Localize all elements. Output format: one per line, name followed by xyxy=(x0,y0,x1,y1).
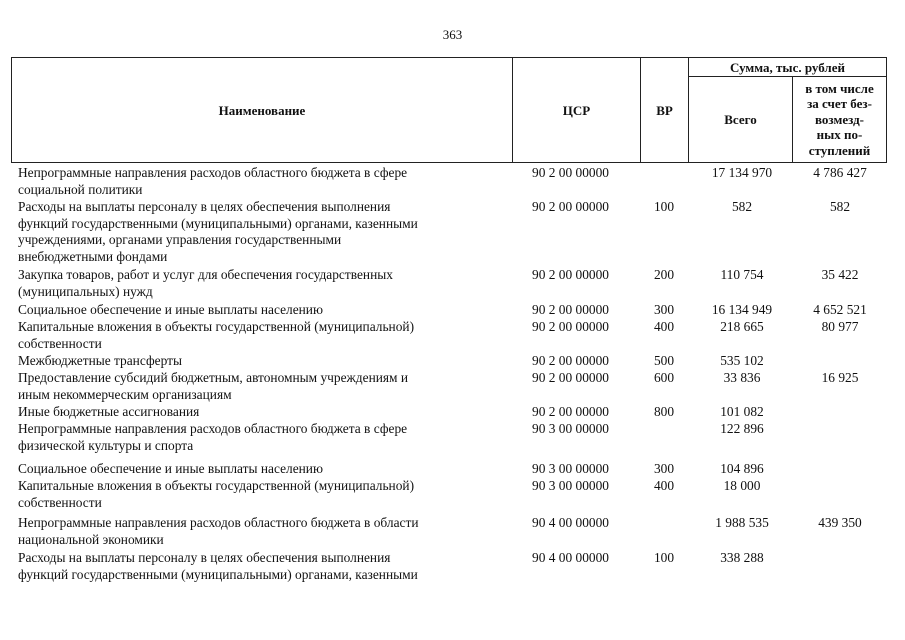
row-name-line: Капитальные вложения в объекты государственной (муниципальной) xyxy=(18,319,415,334)
row-total: 122 896 xyxy=(720,421,764,436)
page-number: 363 xyxy=(442,27,463,42)
row-name-line: Расходы на выплаты персоналу в целях обеспечения выполнения xyxy=(18,550,391,565)
header-name: Наименование xyxy=(218,102,306,118)
row-name-line: внебюджетными фондами xyxy=(18,248,168,264)
row-total: 1 988 535 xyxy=(715,515,769,530)
row-vr: 800 xyxy=(653,404,675,419)
row-gratuitous: 35 422 xyxy=(821,267,859,282)
row-vr: 100 xyxy=(653,550,675,565)
row-name-line: Межбюджетные трансферты xyxy=(18,353,182,368)
row-gratuitous: 16 925 xyxy=(821,370,859,385)
row-name-line: Социальное обеспечение и иные выплаты населению xyxy=(18,461,323,476)
row-name-line: физической культуры и спорта xyxy=(18,437,194,453)
row-name xyxy=(18,370,498,403)
header-gratuitous-line: в том числе xyxy=(805,80,874,96)
row-vr: 300 xyxy=(653,302,675,317)
row-gratuitous: 4 786 427 xyxy=(813,165,867,180)
row-name-line: Непрограммные направления расходов областного бюджета в области xyxy=(18,515,419,530)
row-vr: 400 xyxy=(653,478,675,493)
row-name-line: национальной экономики xyxy=(18,531,164,547)
header-gratuitous-line: ных по- xyxy=(816,127,863,143)
row-csr: 90 2 00 00000 xyxy=(532,353,609,368)
row-name-line: учреждениями, органами управления государственными xyxy=(18,232,342,248)
right-border xyxy=(886,57,887,162)
row-name xyxy=(18,319,498,352)
row-name-line: Непрограммные направления расходов областного бюджета в сфере xyxy=(18,421,408,436)
header-csr: ЦСР xyxy=(562,102,591,118)
row-vr: 100 xyxy=(653,199,675,214)
header-total: Всего xyxy=(724,112,757,127)
row-name xyxy=(18,421,498,454)
row-total: 18 000 xyxy=(723,478,761,493)
row-name-line: Капитальные вложения в объекты государственной (муниципальной) xyxy=(18,478,415,493)
row-csr: 90 2 00 00000 xyxy=(532,165,609,180)
row-name-line: социальной политики xyxy=(18,181,143,197)
row-name-line: Непрограммные направления расходов областного бюджета в сфере xyxy=(18,165,408,180)
row-name-line: иным некоммерческим организациям xyxy=(18,386,232,402)
row-csr: 90 2 00 00000 xyxy=(532,319,609,334)
row-name-line: Иные бюджетные ассигнования xyxy=(18,404,200,419)
row-vr: 200 xyxy=(653,267,675,282)
row-csr: 90 2 00 00000 xyxy=(532,267,609,282)
row-vr: 500 xyxy=(653,353,675,368)
row-name xyxy=(18,461,498,478)
row-csr: 90 2 00 00000 xyxy=(532,302,609,317)
row-vr: 600 xyxy=(653,370,675,385)
header-gratuitous-line: ступлений xyxy=(808,142,871,158)
row-name xyxy=(18,515,498,548)
row-csr: 90 2 00 00000 xyxy=(532,404,609,419)
row-vr: 400 xyxy=(653,319,675,334)
row-name xyxy=(18,165,498,198)
header-gratuitous-line: за счет без- xyxy=(807,96,872,112)
row-vr: 300 xyxy=(653,461,675,476)
row-total: 218 665 xyxy=(720,319,764,334)
row-total: 104 896 xyxy=(720,461,764,476)
row-name-line: функций государственными (муниципальными) органами, казенными xyxy=(18,566,418,582)
row-csr: 90 4 00 00000 xyxy=(532,515,609,530)
row-name-line: собственности xyxy=(18,335,102,351)
row-name-line: Закупка товаров, работ и услуг для обеспечения государственных xyxy=(18,267,393,282)
row-gratuitous: 4 652 521 xyxy=(813,302,867,317)
row-name-line: собственности xyxy=(18,494,102,510)
row-name-line: Предоставление субсидий бюджетным, автономным учреждениям и xyxy=(18,370,409,385)
row-name xyxy=(18,550,498,583)
row-total: 582 xyxy=(731,199,753,214)
row-csr: 90 3 00 00000 xyxy=(532,461,609,476)
row-csr: 90 3 00 00000 xyxy=(532,421,609,436)
row-gratuitous: 439 350 xyxy=(818,515,862,530)
row-total: 338 288 xyxy=(720,550,764,565)
row-gratuitous: 80 977 xyxy=(821,319,859,334)
header-vr: ВР xyxy=(656,102,673,118)
row-name xyxy=(18,199,498,265)
row-name xyxy=(18,478,498,511)
row-total: 17 134 970 xyxy=(711,165,773,180)
header-bottom-border xyxy=(11,162,887,163)
row-name-line: Расходы на выплаты персоналу в целях обеспечения выполнения xyxy=(18,199,391,214)
row-csr: 90 2 00 00000 xyxy=(532,199,609,214)
header-gratuitous-line: возмезд- xyxy=(815,111,864,127)
row-name xyxy=(18,267,498,300)
row-csr: 90 3 00 00000 xyxy=(532,478,609,493)
row-name-line: Социальное обеспечение и иные выплаты населению xyxy=(18,302,323,317)
row-gratuitous: 582 xyxy=(829,199,851,214)
row-name-line: (муниципальных) нужд xyxy=(18,283,153,299)
row-csr: 90 4 00 00000 xyxy=(532,550,609,565)
row-total: 101 082 xyxy=(720,404,764,419)
row-name-line: функций государственными (муниципальными) органами, казенными xyxy=(18,215,418,231)
header-sum: Сумма, тыс. рублей xyxy=(730,59,845,75)
row-total: 110 754 xyxy=(720,267,764,282)
row-name xyxy=(18,302,498,319)
row-total: 33 836 xyxy=(723,370,761,385)
header-gratuitous xyxy=(793,77,886,162)
row-name xyxy=(18,353,498,370)
row-name xyxy=(18,404,498,421)
row-csr: 90 2 00 00000 xyxy=(532,370,609,385)
row-total: 16 134 949 xyxy=(711,302,773,317)
row-total: 535 102 xyxy=(720,353,764,368)
